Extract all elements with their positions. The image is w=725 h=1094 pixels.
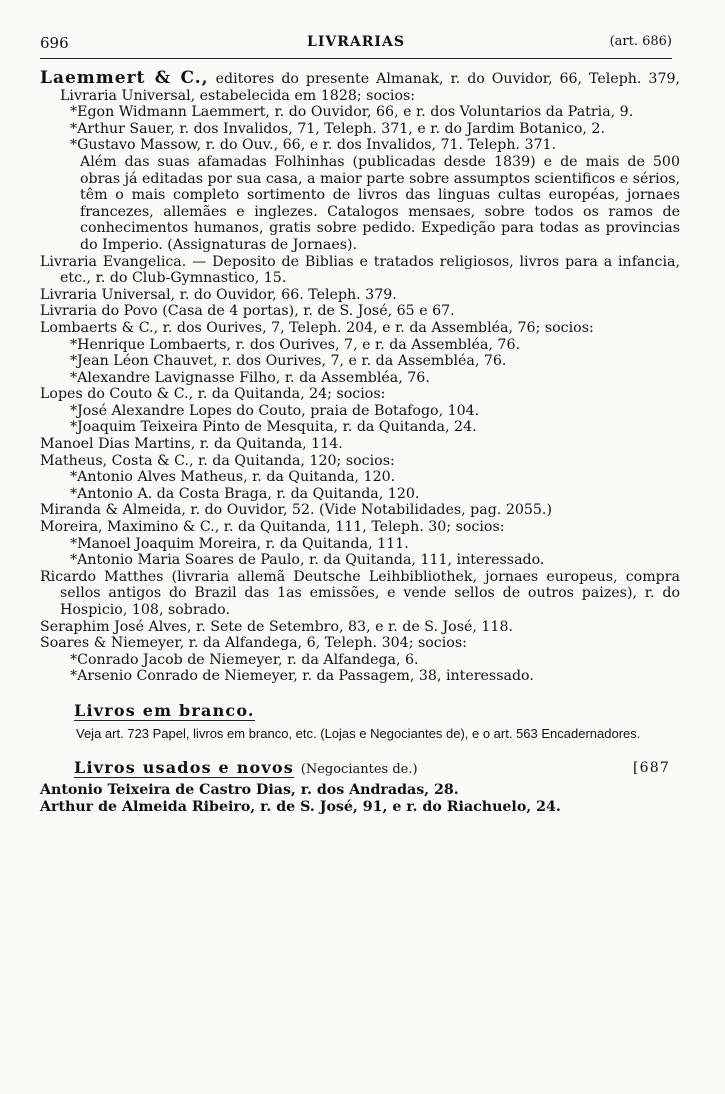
entry-line: Moreira, Maximino & C., r. da Quitanda, 111, Teleph. 30; socios: (40, 519, 505, 536)
cross-reference-note: Veja art. 723 Papel, livros em branco, etc. (Lojas e Negociantes de), e o art. 563 Encadernadores. (76, 725, 641, 741)
section-title: Livros usados e novos (74, 757, 294, 777)
section-heading-blank (40, 700, 680, 720)
partner-line: *Arsenio Conrado de Niemeyer, r. da Passagem, 38, interessado. (70, 668, 534, 685)
partner-line: *Antonio Alves Matheus, r. da Quitanda, 120. (70, 469, 396, 486)
partner-line: *Alexandre Lavignasse Filho, r. da Assembléa, 76. (70, 369, 430, 386)
partner-line: *Manoel Joaquim Moreira, r. da Quitanda, 111. (70, 535, 409, 552)
entry-line: Miranda & Almeida, r. do Ouvidor, 52. (Vide Notabilidades, pag. 2055.) (40, 502, 552, 519)
section-subtitle: (Negociantes de.) (300, 761, 418, 777)
page-title: LIVRARIAS (307, 34, 405, 50)
section-title: Livros em branco. (74, 700, 255, 720)
advert-note: Além das suas afamadas Folhinhas (publicadas desde 1839) e de mais de 500 obras já editadas por sua casa, a maior parte sobre assumptos scientificos e sérios, têm o mais completo sortimento de livros das linguas cultas européas, jornaes francezes, allemães e inglezes. Catalogos mensaes, sobre todos os ramos de conhecimentos humanos, gratis sobre pedido. Expedição para todas as provincias do Imperio. (Assignaturas de Jornaes). (80, 153, 681, 253)
used-books-list (40, 782, 680, 815)
partner-line: *Gustavo Massow, r. do Ouv., 66, e r. dos Invalidos, 71. Teleph. 371. (70, 137, 557, 154)
page-header (40, 34, 672, 56)
partner-line: *Arthur Sauer, r. dos Invalidos, 71, Teleph. 371, e r. do Jardim Botanico, 2. (70, 120, 605, 137)
entry-lead: Laemmert & C., (40, 68, 209, 88)
entry-line: Livraria Universal, r. do Ouvidor, 66. Teleph. 379. (40, 286, 397, 303)
entry-line: Matheus, Costa & C., r. da Quitanda, 120; socios: (40, 452, 395, 469)
article-number: [687 (633, 759, 670, 776)
section-heading-used (40, 757, 680, 779)
partner-line: *Antonio Maria Soares de Paulo, r. da Quitanda, 111, interessado. (70, 552, 545, 569)
entry-line: Seraphim José Alves, r. Sete de Setembro, 83, e r. de S. José, 118. (40, 618, 513, 635)
partner-line: *Egon Widmann Laemmert, r. do Ouvidor, 66, e r. dos Voluntarios da Patria, 9. (70, 104, 634, 121)
partner-line: *Jean Léon Chauvet, r. dos Ourives, 7, e r. da Assembléa, 76. (70, 353, 507, 370)
entry-line: Manoel Dias Martins, r. da Quitanda, 114. (40, 436, 343, 453)
partner-line: *José Alexandre Lopes do Couto, praia de Botafogo, 104. (70, 402, 480, 419)
partner-line: *Conrado Jacob de Niemeyer, r. da Alfandega, 6. (70, 651, 419, 668)
header-rule (40, 58, 672, 59)
entry-line: Antonio Teixeira de Castro Dias, r. dos Andradas, 28. (40, 782, 459, 799)
partner-line: *Antonio A. da Costa Braga, r. da Quitanda, 120. (70, 485, 420, 502)
entry-line: Arthur de Almeida Ribeiro, r. de S. José, 91, e r. do Riachuelo, 24. (40, 798, 561, 815)
partner-line: *Joaquim Teixeira Pinto de Mesquita, r. da Quitanda, 24. (70, 419, 477, 436)
entry-line: Lombaerts & C., r. dos Ourives, 7, Teleph. 204, e r. da Assembléa, 76; socios: (40, 319, 594, 336)
entry-line: Livraria Evangelica. — Deposito de Biblias e tratados religiosos, livros para a infancia, etc., r. do Club-Gymnastico, 15. (40, 253, 680, 287)
entry-laemmert (40, 70, 680, 104)
entry-line: Ricardo Matthes (livraria allemã Deutsche Leihbibliothek, jornaes europeus, compra sellos antigos do Brazil das 1as emissões, e vende sellos de outros paizes), r. do Hospicio, 108, sobrado. (40, 568, 680, 618)
page-number: 696 (40, 34, 69, 52)
entry-text: editores do presente Almanak, r. do Ouvidor, 66, Teleph. 379, Livraria Universal, estabelecida em 1828; socios: (60, 71, 681, 104)
entry-line: Soares & Niemeyer, r. da Alfandega, 6, Teleph. 304; socios: (40, 635, 467, 652)
partner-line: *Henrique Lombaerts, r. dos Ourives, 7, e r. da Assembléa, 76. (70, 336, 520, 353)
article-ref: (art. 686) (609, 34, 672, 49)
entry-line: Livraria do Povo (Casa de 4 portas), r. de S. José, 65 e 67. (40, 303, 455, 320)
entry-line: Lopes do Couto & C., r. da Quitanda, 24; socios: (40, 386, 386, 403)
directory-listing (40, 70, 680, 815)
